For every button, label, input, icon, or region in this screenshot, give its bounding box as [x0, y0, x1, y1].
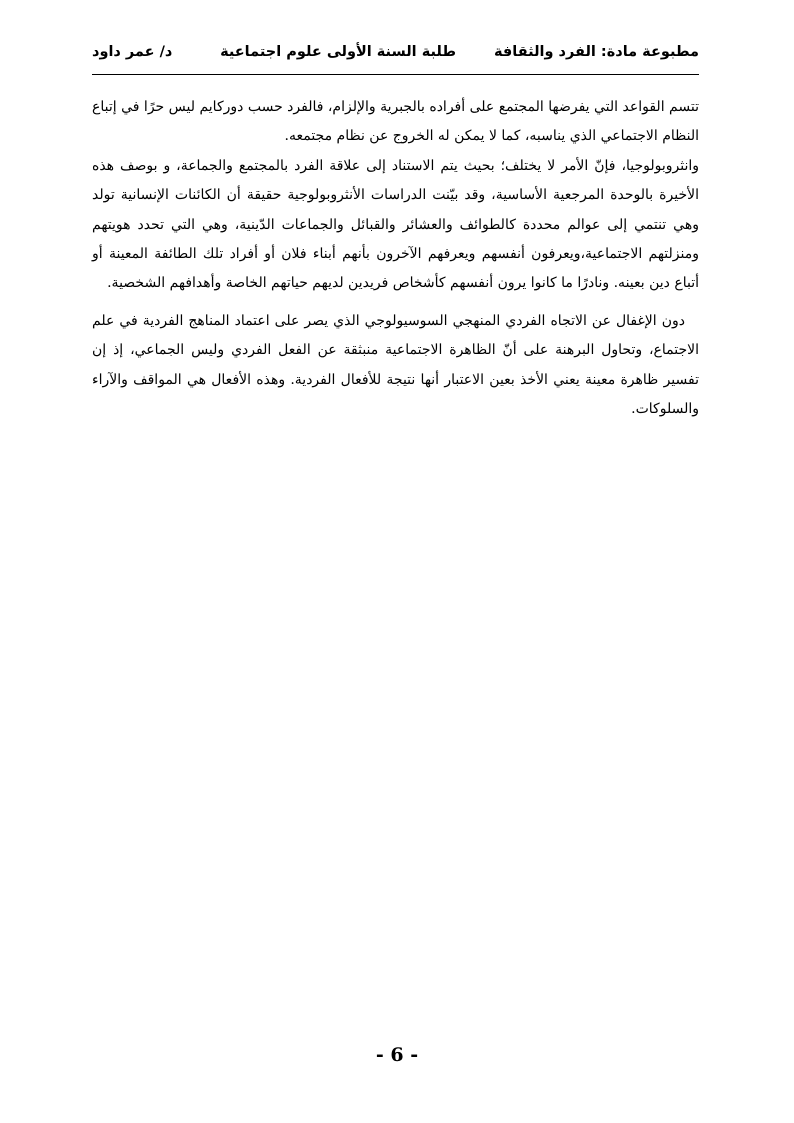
header-subject: مطبوعة مادة: الفرد والثقافة [493, 44, 699, 60]
document-body [92, 93, 699, 424]
paragraph-1: تتسم القواعد التي يفرضها المجتمع على أفراده بالجبرية والإلزام، فالفرد حسب دوركايم ليس حرًا في إتباع النظام الاجتماعي الذي يناسبه، كما لا يمكن له الخروج عن نظام مجتمعه. [92, 99, 699, 145]
page-header [92, 40, 699, 75]
paragraph-3: دون الإغفال عن الاتجاه الفردي المنهجي السوسيولوجي الذي يصر على اعتماد المناهج الفردية في علم الاجتماع، وتحاول البرهنة على أنّ الظاهرة الاجتماعية منبثقة عن الفعل الفردي وليس الجماعي، إذ إن تفسير ظاهرة معينة يعني الأخذ بعين الاعتبار أنها نتيجة للأفعال الفردية. وهذه الأفعال هي المواقف والآراء والسلوكات. [92, 312, 699, 418]
header-author: د/ عمر داود [92, 44, 173, 60]
paragraph-2: وانثروبولوجيا، فإنّ الأمر لا يختلف؛ بحيث يتم الاستناد إلى علاقة الفرد بالمجتمع والجماعة، و بوصف هذه الأخيرة بالوحدة المرجعية الأساسية، وقد بيّنت الدراسات الأنثروبولوجية حقيقة أن الكائنات الإنسانية تولد وهي تنتمي إلى عوالم محددة كالطوائف والعشائر والقبائل والجماعات الدّينية، وهي التي تحدد هويتهم ومنزلتهم الاجتماعية،ويعرفون أنفسهم ويعرفهم الآخرون بأنهم أبناء فلان أو أفراد تلك الطائفة المعينة أو أتباع دين بعينه. ونادرًا ما كانوا يرون أنفسهم كأشخاص فريدين لديهم حياتهم الخاصة وأهدافهم الشخصية. [92, 157, 699, 292]
page-number: - 6 - [375, 1044, 419, 1066]
header-audience: طلبة السنة الأولى علوم اجتماعية [220, 44, 456, 60]
